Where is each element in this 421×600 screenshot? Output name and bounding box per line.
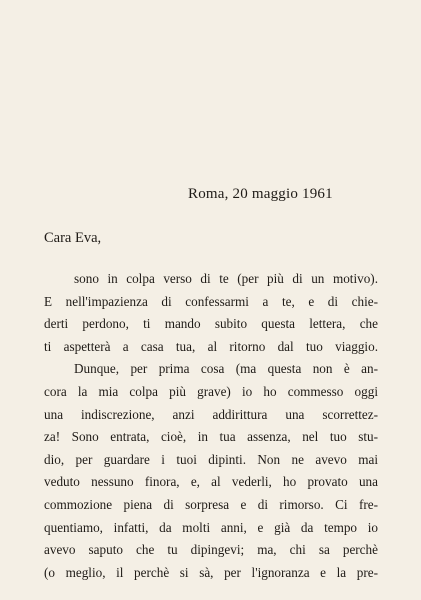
body-line: cora la mia colpa più grave) io ho commesso oggi <box>44 383 378 399</box>
body-line: Dunque, per prima cosa (ma questa non è an- <box>74 361 378 377</box>
letter-salutation: Cara Eva, <box>44 230 102 246</box>
body-line: ti aspetterà a casa tua, al ritorno dal tuo viaggio. <box>44 338 378 354</box>
body-line: derti perdono, ti mando subito questa lettera, che <box>44 316 378 332</box>
body-line: sono in colpa verso di te (per più di un motivo). <box>74 271 378 286</box>
body-line: E nell'impazienza di confessarmi a te, e di chie- <box>44 293 378 309</box>
body-line: dio, per guardare i tuoi dipinti. Non ne avevo mai <box>44 451 378 467</box>
body-line: veduto nessuno finora, e, al vederli, ho provato una <box>44 474 378 490</box>
body-line: quentiamo, infatti, da molti anni, e già da tempo io <box>44 519 378 535</box>
body-line: commozione piena di sorpresa e di rimorso. Ci fre- <box>44 496 378 512</box>
body-line: (o meglio, il perchè si sà, per l'ignoranza e la pre- <box>44 564 378 580</box>
body-line: una indiscrezione, anzi addirittura una scorrettez- <box>44 406 378 422</box>
body-line: avevo saputo che tu dipingevi; ma, chi sa perchè <box>44 542 378 558</box>
letter-date: Roma, 20 maggio 1961 <box>188 186 333 202</box>
body-line: za! Sono entrata, cioè, in tua assenza, nel tuo stu- <box>44 429 378 445</box>
letter-body <box>44 268 378 584</box>
